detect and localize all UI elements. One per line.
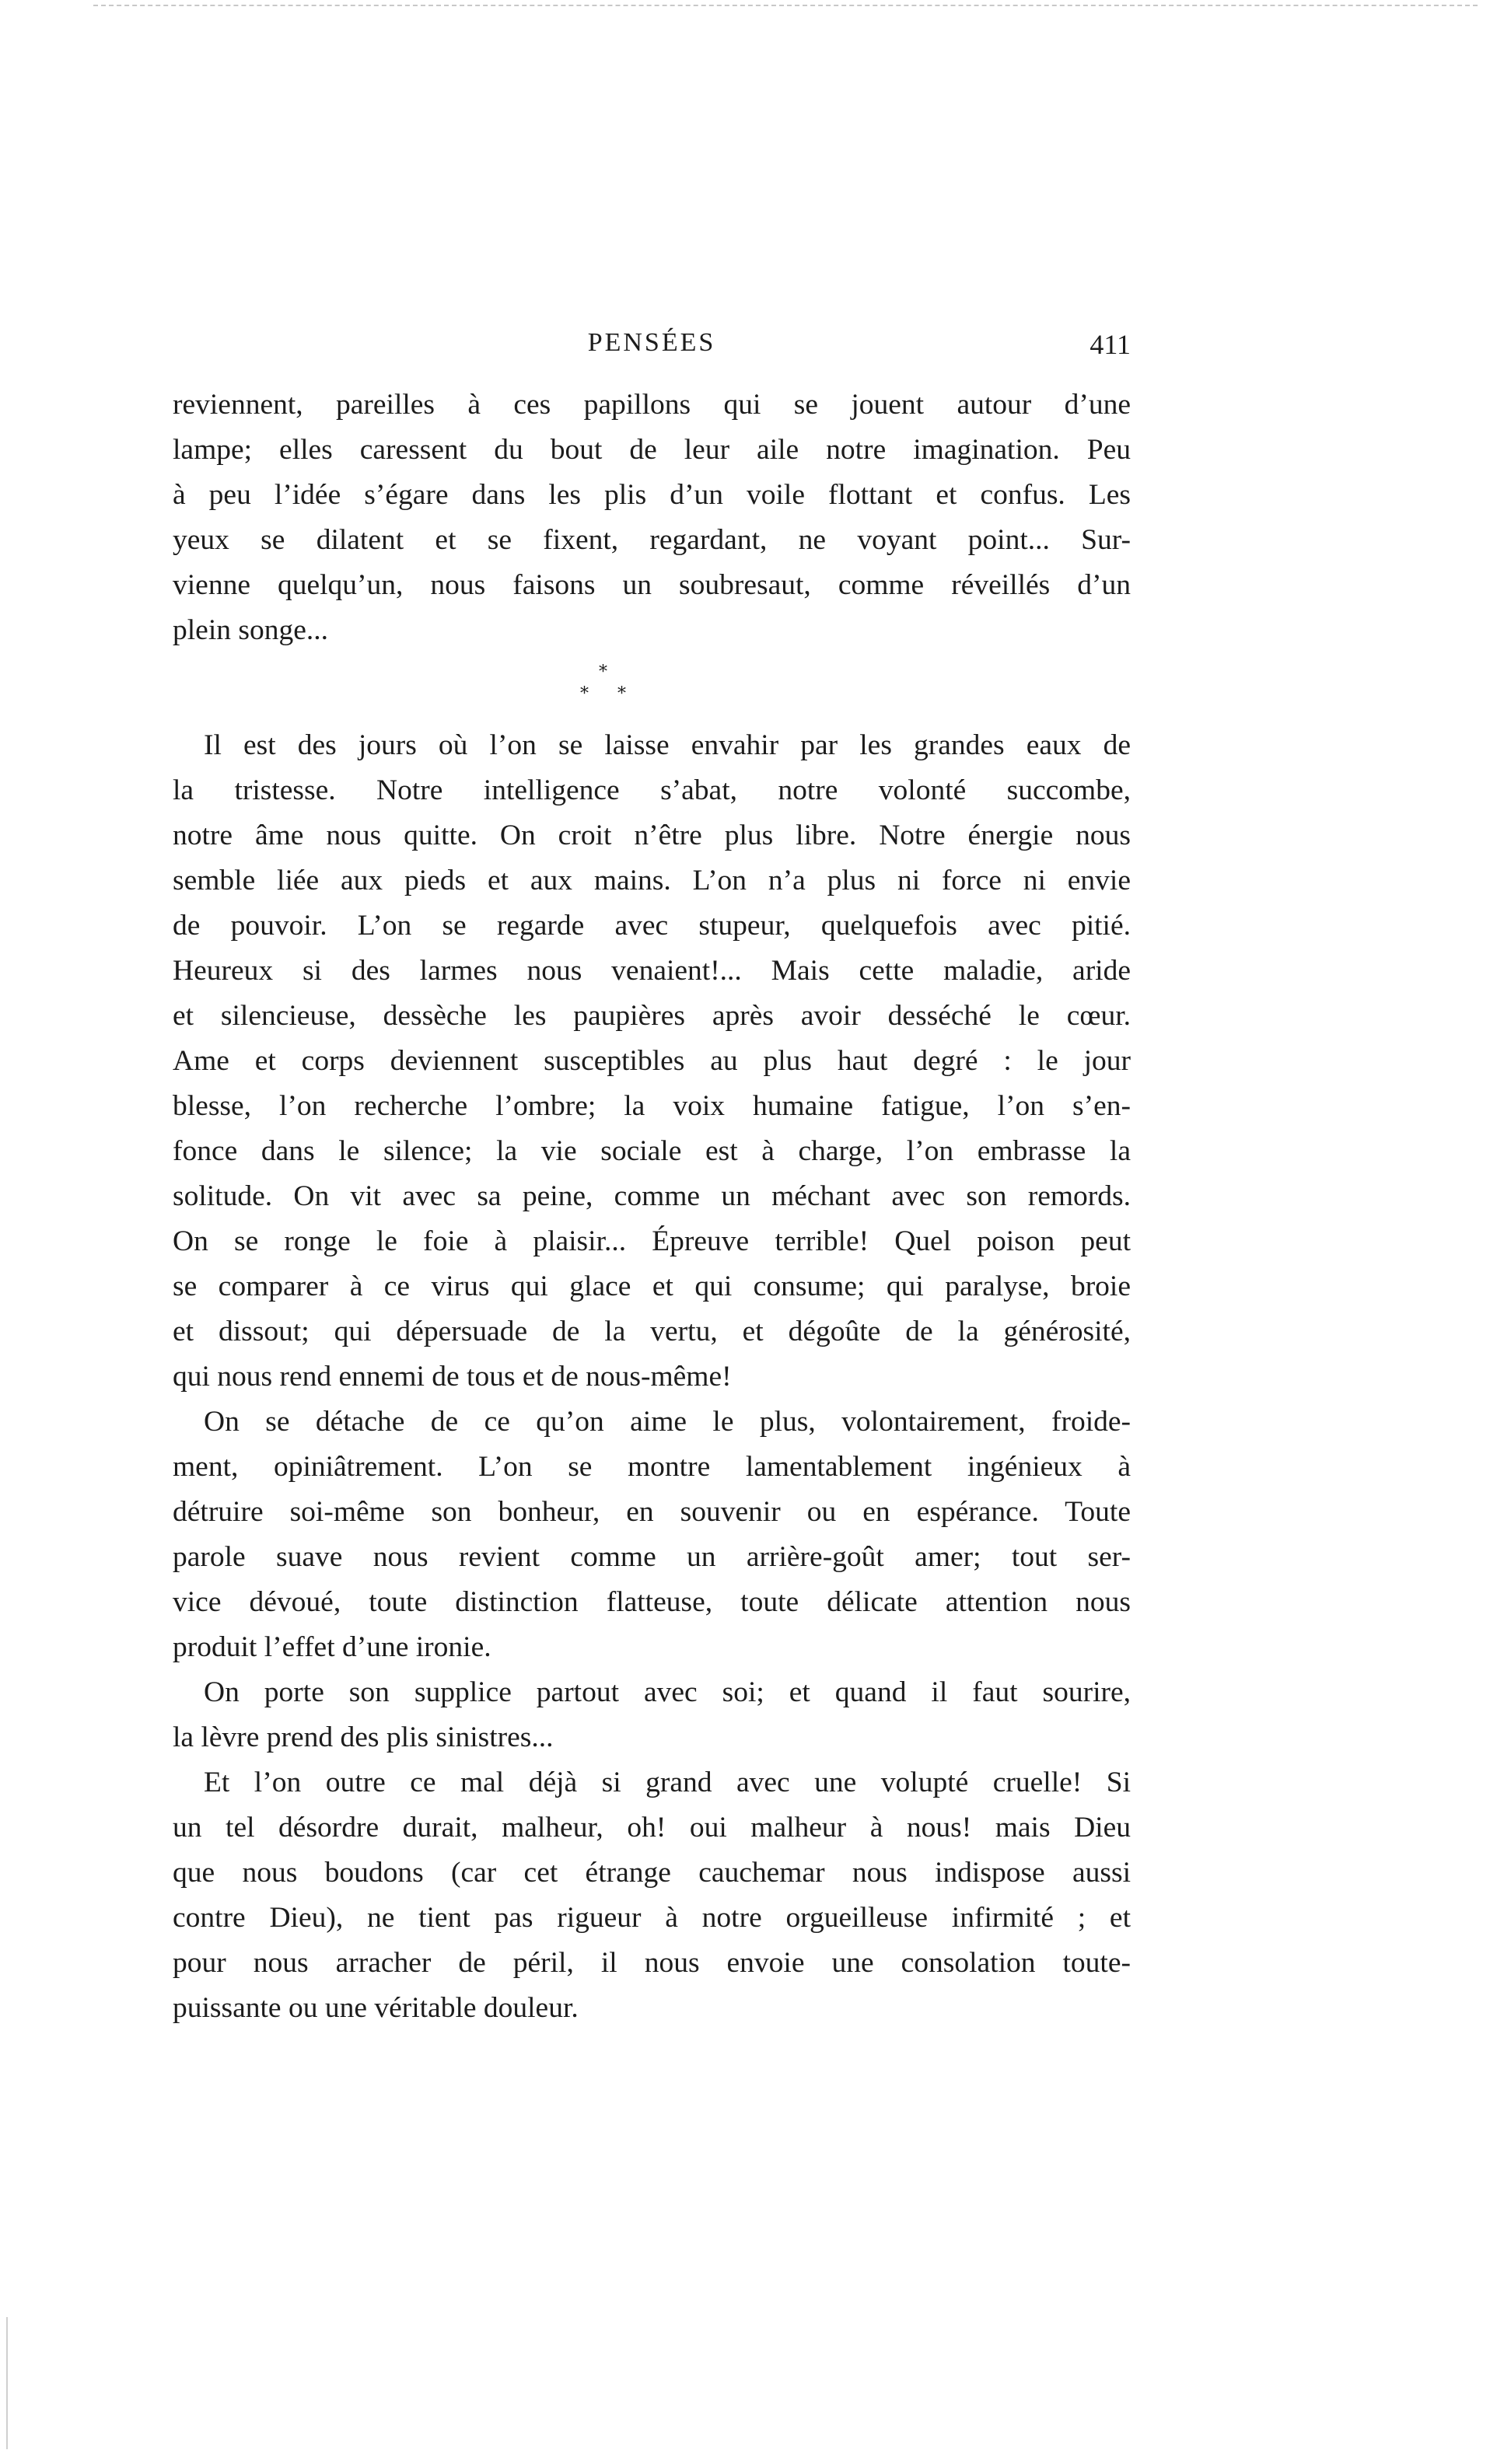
asterism-divider (173, 653, 1131, 723)
text-line: un tel désordre durait, malheur, oh! oui malheur à nous! mais Dieu (173, 1812, 1131, 1844)
text-line: se comparer à ce virus qui glace et qui consume; qui paralyse, broie (173, 1270, 1131, 1302)
text-line: Heureux si des larmes nous venaient!... Mais cette maladie, aride (173, 955, 1131, 987)
text-line: semble liée aux pieds et aux mains. L’on n’a plus ni force ni envie (173, 865, 1131, 896)
text-line: plein songe... (173, 614, 328, 646)
running-title: PENSÉES (587, 328, 716, 357)
text-line: vienne quelqu’un, nous faisons un soubresaut, comme réveillés d’un (173, 569, 1131, 601)
scan-edge-left (6, 2317, 8, 2449)
text-line: parole suave nous revient comme un arrière-goût amer; tout ser- (173, 1541, 1131, 1573)
text-line: Il est des jours où l’on se laisse envahir par les grandes eaux de (204, 729, 1131, 761)
text-line: fonce dans le silence; la vie sociale est à charge, l’on embrasse la (173, 1135, 1131, 1167)
text-line: yeux se dilatent et se fixent, regardant, ne voyant point... Sur- (173, 524, 1131, 556)
text-line: à peu l’idée s’égare dans les plis d’un voile flottant et confus. Les (173, 479, 1131, 511)
text-line: On porte son supplice partout avec soi; et quand il faut sourire, (204, 1676, 1131, 1708)
text-line: lampe; elles caressent du bout de leur aile notre imagination. Peu (173, 434, 1131, 466)
text-line: notre âme nous quitte. On croit n’être plus libre. Notre énergie nous (173, 820, 1131, 851)
text-line: la tristesse. Notre intelligence s’abat, notre volonté succombe, (173, 774, 1131, 806)
text-line: et dissout; qui dépersuade de la vertu, et dégoûte de la générosité, (173, 1316, 1131, 1347)
paragraph-continued (173, 383, 1131, 653)
text-line: pour nous arracher de péril, il nous envoie une consolation toute- (173, 1947, 1131, 1979)
text-line: contre Dieu), ne tient pas rigueur à notre orgueilleuse infirmité ; et (173, 1902, 1131, 1934)
page-number: 411 (1090, 329, 1131, 360)
text-line: de pouvoir. L’on se regarde avec stupeur, quelquefois avec pitié. (173, 910, 1131, 942)
text-line: Et l’on outre ce mal déjà si grand avec une volupté cruelle! Si (204, 1767, 1131, 1798)
asterisk-icon: * (599, 662, 607, 682)
asterisk-icon: * (617, 684, 626, 704)
text-line: produit l’effet d’une ironie. (173, 1631, 491, 1663)
paragraph (173, 1670, 1131, 1760)
text-line: détruire soi-même son bonheur, en souvenir ou en espérance. Toute (173, 1496, 1131, 1528)
asterisk-icon: * (580, 684, 589, 704)
text-line: puissante ou une véritable douleur. (173, 1992, 579, 2024)
text-line: Ame et corps deviennent susceptibles au plus haut degré : le jour (173, 1045, 1131, 1077)
text-line: qui nous rend ennemi de tous et de nous-même! (173, 1361, 732, 1393)
paragraph (173, 723, 1131, 1400)
paragraph (173, 1400, 1131, 1670)
text-line: blesse, l’on recherche l’ombre; la voix humaine fatigue, l’on s’en- (173, 1090, 1131, 1122)
text-line: vice dévoué, toute distinction flatteuse, toute délicate attention nous (173, 1586, 1131, 1618)
text-line: que nous boudons (car cet étrange cauchemar nous indispose aussi (173, 1857, 1131, 1889)
text-line: la lèvre prend des plis sinistres... (173, 1721, 554, 1753)
text-line: solitude. On vit avec sa peine, comme un méchant avec son remords. (173, 1180, 1131, 1212)
text-line: ment, opiniâtrement. L’on se montre lamentablement ingénieux à (173, 1451, 1131, 1483)
page-header (173, 328, 1131, 369)
text-line: et silencieuse, dessèche les paupières après avoir desséché le cœur. (173, 1000, 1131, 1032)
scan-edge-top (93, 5, 1478, 6)
text-line: On se ronge le foie à plaisir... Épreuve terrible! Quel poison peut (173, 1225, 1131, 1257)
text-line: On se détache de ce qu’on aime le plus, volontairement, froide- (204, 1406, 1131, 1438)
paragraph (173, 1760, 1131, 2031)
body-text (173, 383, 1131, 2031)
text-line: reviennent, pareilles à ces papillons qui se jouent autour d’une (173, 389, 1131, 421)
